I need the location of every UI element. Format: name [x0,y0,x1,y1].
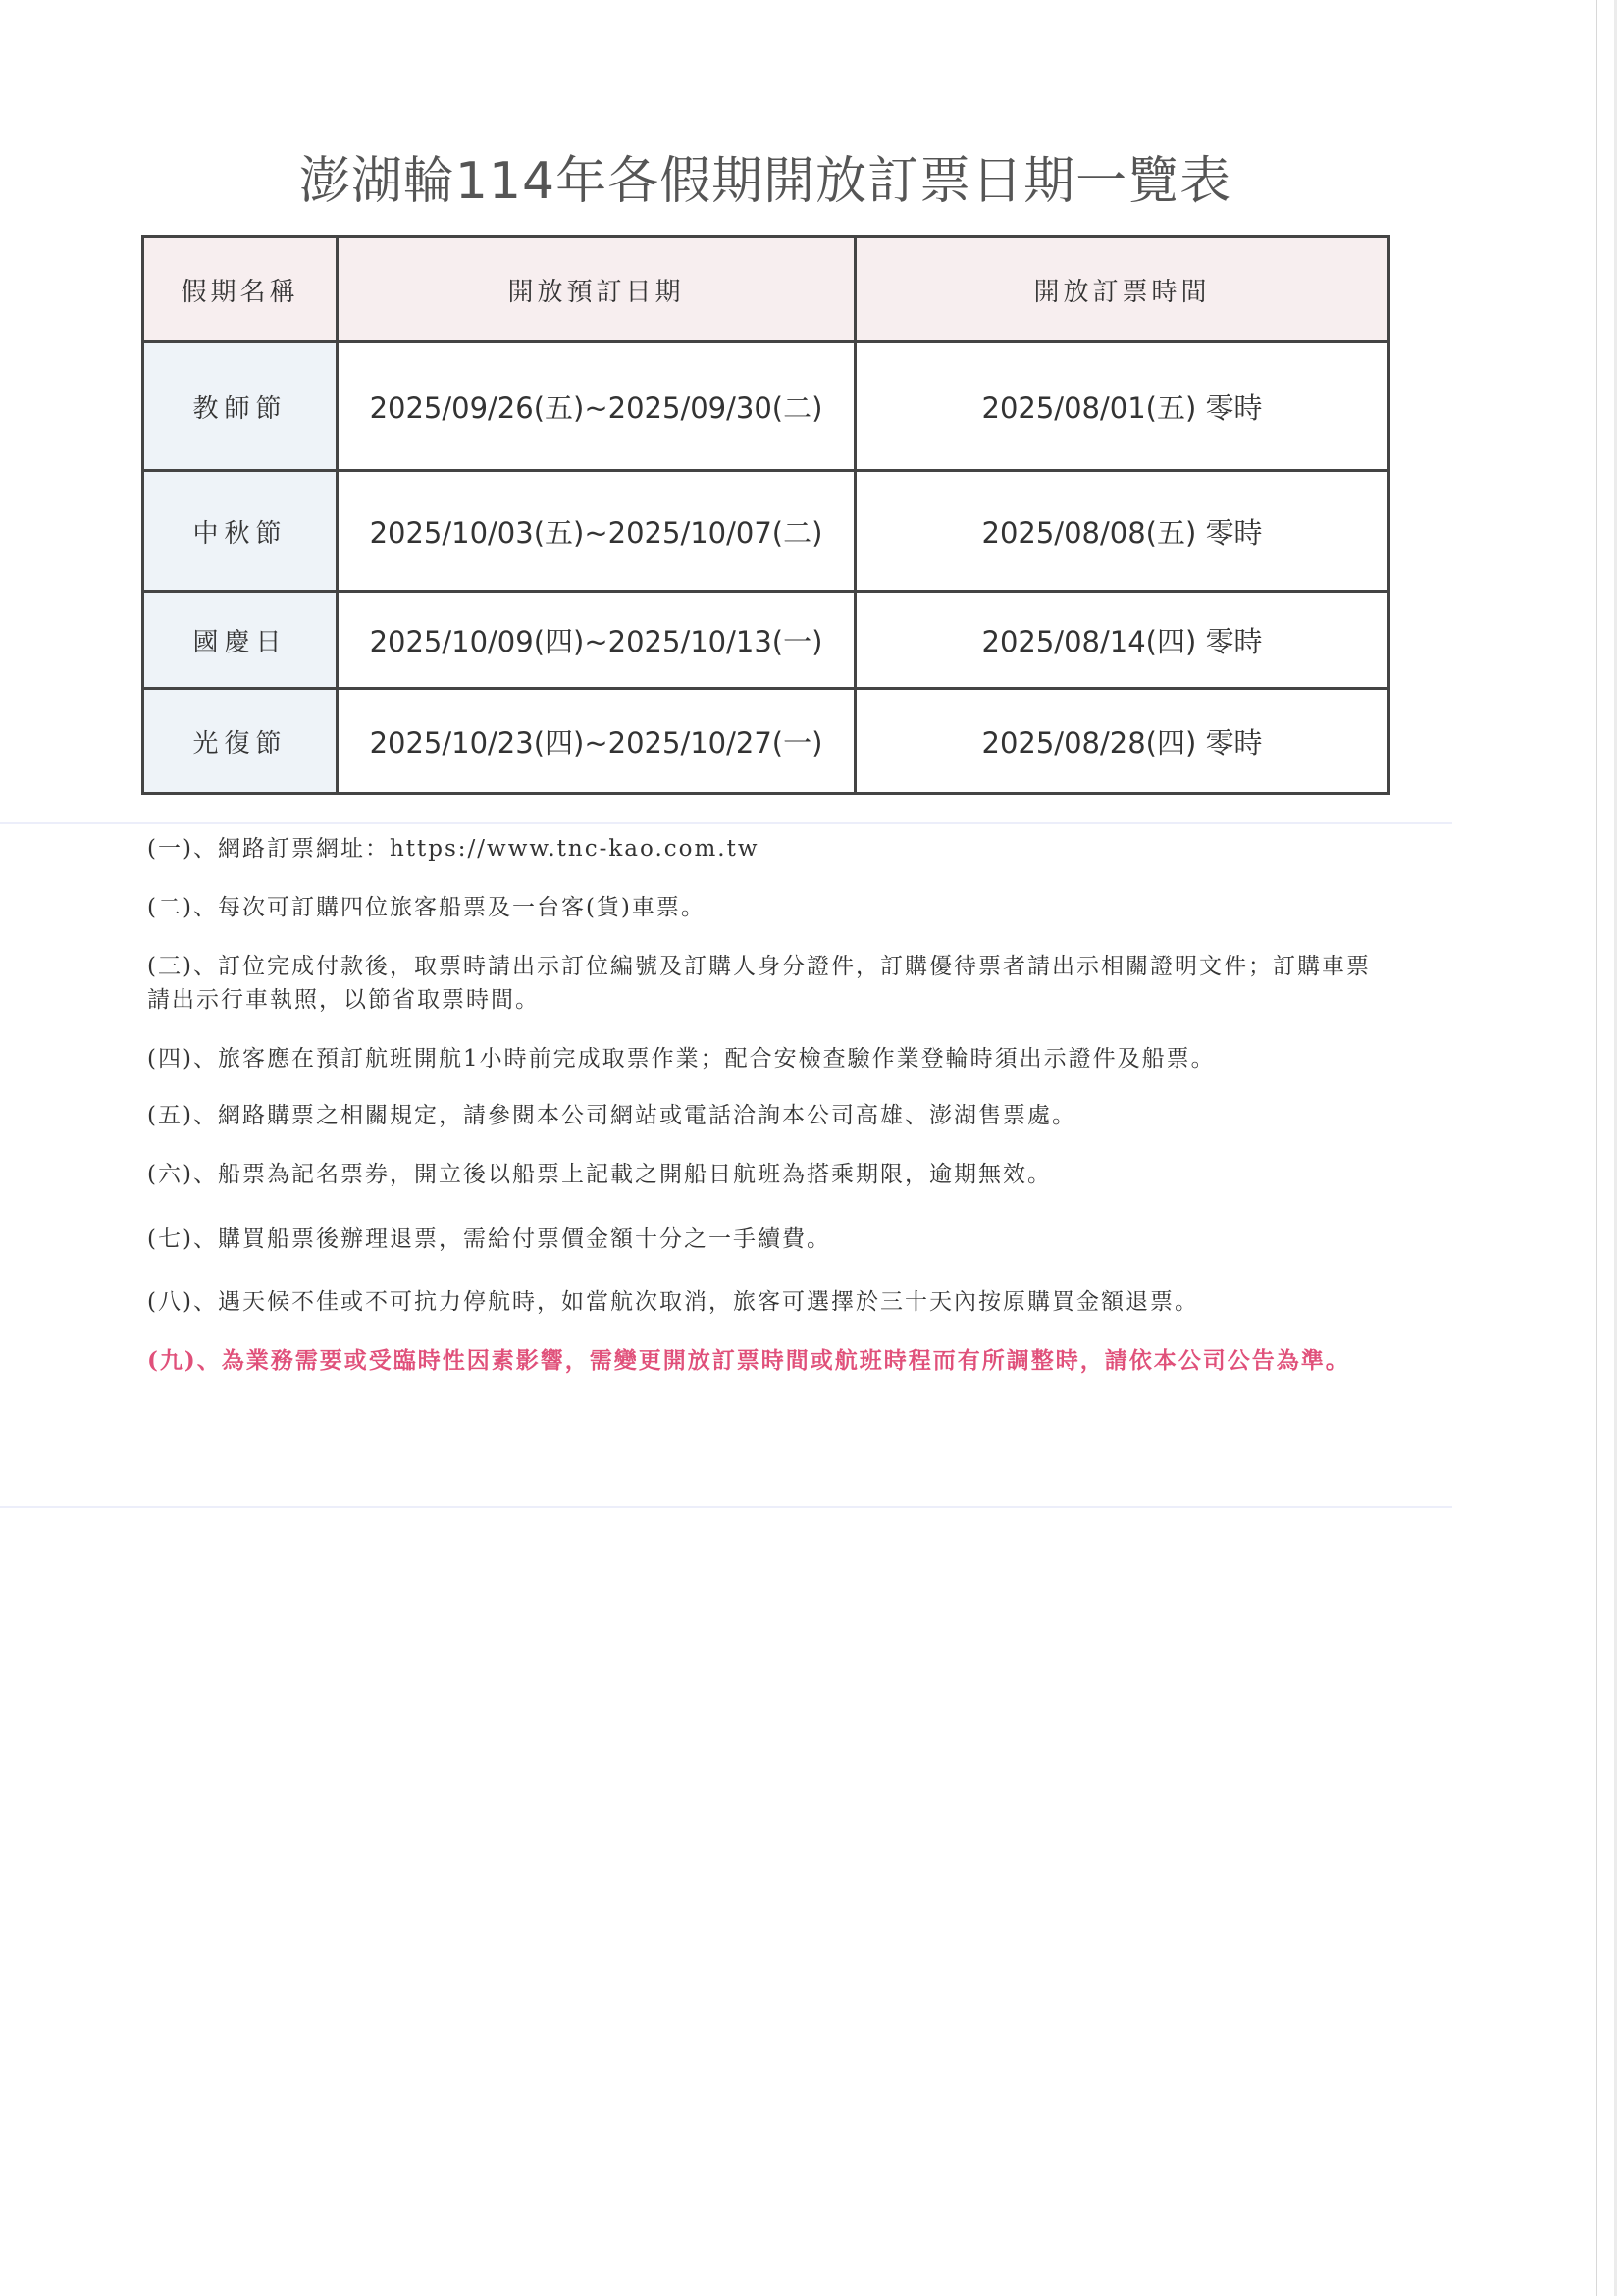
notes-list [147,832,1384,1378]
scan-page-edge [1596,0,1597,2296]
note-item-1: (一)、網路訂票網址：https://www.tnc-kao.com.tw [147,836,759,861]
open-time-cell: 2025/08/28(四) 零時 [856,689,1389,794]
holiday-name-cell: 光復節 [143,689,338,794]
table-row [143,342,1389,471]
booking-dates-cell: 2025/10/09(四)~2025/10/13(一) [338,592,856,689]
note-item-2: (二)、每次可訂購四位旅客船票及一台客(貨)車票。 [147,895,706,920]
open-time-cell: 2025/08/14(四) 零時 [856,592,1389,689]
note-item-8: (八)、遇天候不佳或不可抗力停航時，如當航次取消，旅客可選擇於三十天內按原購買金額退票。 [147,1289,1199,1315]
note-item-7: (七)、購買船票後辦理退票，需給付票價金額十分之一手續費。 [147,1226,831,1252]
scan-artifact-line [0,1506,1452,1508]
scan-page-edge-outer [1614,0,1617,2296]
holiday-name-cell: 教師節 [143,342,338,471]
note-item-4: (四)、旅客應在預訂航班開航1小時前完成取票作業；配合安檢查驗作業登輪時須出示證件及船票。 [147,1046,1216,1071]
header-holiday-name: 假期名稱 [143,237,338,342]
scan-artifact-line [0,822,1452,824]
holiday-name-cell: 國慶日 [143,592,338,689]
table-header-row [143,237,1389,342]
open-time-cell: 2025/08/01(五) 零時 [856,342,1389,471]
table-row [143,471,1389,592]
open-time-cell: 2025/08/08(五) 零時 [856,471,1389,592]
booking-dates-cell: 2025/10/23(四)~2025/10/27(一) [338,689,856,794]
booking-dates-cell: 2025/09/26(五)~2025/09/30(二) [338,342,856,471]
note-item-3: (三)、訂位完成付款後，取票時請出示訂位編號及訂購人身分證件，訂購優待票者請出示相關證明文件；訂購車票請出示行車執照，以節省取票時間。 [147,954,1371,1013]
header-open-time: 開放訂票時間 [856,237,1389,342]
note-item-6: (六)、船票為記名票券，開立後以船票上記載之開船日航班為搭乘期限，逾期無效。 [147,1162,1052,1187]
table-row [143,592,1389,689]
page-title: 澎湖輪114年各假期開放訂票日期一覽表 [298,152,1232,211]
booking-schedule-table [141,235,1390,795]
holiday-name-cell: 中秋節 [143,471,338,592]
note-item-5: (五)、網路購票之相關規定，請參閱本公司網站或電話洽詢本公司高雄、澎湖售票處。 [147,1103,1076,1128]
booking-dates-cell: 2025/10/03(五)~2025/10/07(二) [338,471,856,592]
header-booking-dates: 開放預訂日期 [338,237,856,342]
note-item-9-highlight: (九)、為業務需要或受臨時性因素影響，需變更開放訂票時間或航班時程而有所調整時，請依本公司公告為準。 [147,1347,1350,1374]
table-row [143,689,1389,794]
